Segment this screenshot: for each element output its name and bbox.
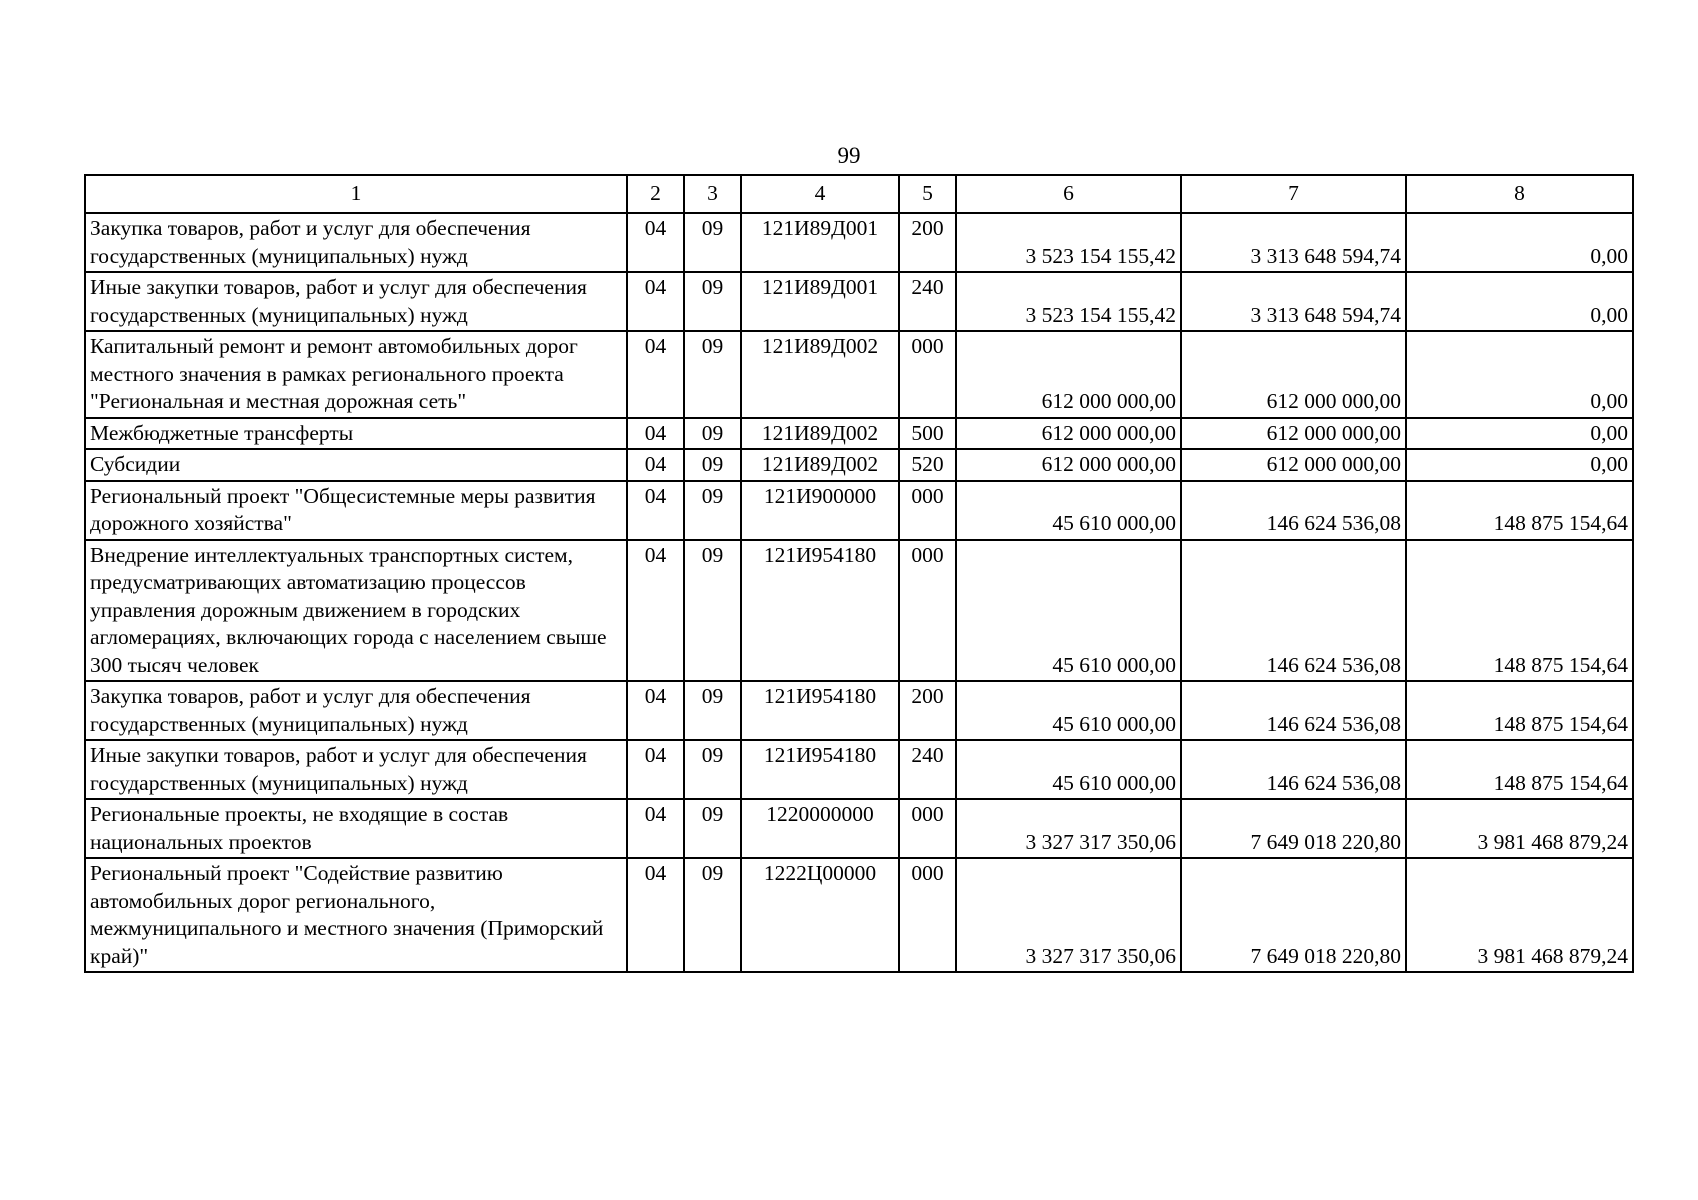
row-expense-type-code: 500: [899, 418, 956, 450]
row-expense-type-code: 000: [899, 481, 956, 540]
row-amount-col7: 3 313 648 594,74: [1181, 272, 1406, 331]
row-target-article-code: 121И89Д001: [741, 272, 899, 331]
table-row: [85, 481, 1633, 540]
column-header-4: 4: [741, 175, 899, 213]
row-subsection-code: 09: [684, 331, 741, 418]
row-name: Внедрение интеллектуальных транспортных систем, предусматривающих автоматизацию процессов управления дорожным движением в городских агломерациях, включающих города с населением свыше 300 тысяч человек: [85, 540, 627, 682]
row-name: Региональный проект "Общесистемные меры развития дорожного хозяйства": [85, 481, 627, 540]
table-row: [85, 213, 1633, 272]
table-row: [85, 858, 1633, 972]
row-section-code: 04: [627, 213, 684, 272]
row-amount-col8: 0,00: [1406, 272, 1633, 331]
row-expense-type-code: 000: [899, 858, 956, 972]
row-amount-col7: 146 624 536,08: [1181, 740, 1406, 799]
row-amount-col8: 3 981 468 879,24: [1406, 858, 1633, 972]
column-header-7: 7: [1181, 175, 1406, 213]
row-amount-col6: 3 327 317 350,06: [956, 858, 1181, 972]
column-header-1: 1: [85, 175, 627, 213]
table-row: [85, 272, 1633, 331]
row-subsection-code: 09: [684, 272, 741, 331]
row-amount-col8: 3 981 468 879,24: [1406, 799, 1633, 858]
row-name: Капитальный ремонт и ремонт автомобильных дорог местного значения в рамках регионального проекта "Региональная и местная дорожная сеть": [85, 331, 627, 418]
row-expense-type-code: 240: [899, 740, 956, 799]
row-name: Межбюджетные трансферты: [85, 418, 627, 450]
row-amount-col8: 0,00: [1406, 449, 1633, 481]
column-header-3: 3: [684, 175, 741, 213]
row-section-code: 04: [627, 449, 684, 481]
row-expense-type-code: 200: [899, 213, 956, 272]
table-row: [85, 799, 1633, 858]
row-amount-col7: 146 624 536,08: [1181, 540, 1406, 682]
row-amount-col8: 148 875 154,64: [1406, 740, 1633, 799]
row-amount-col8: 148 875 154,64: [1406, 681, 1633, 740]
row-section-code: 04: [627, 272, 684, 331]
row-amount-col7: 612 000 000,00: [1181, 331, 1406, 418]
row-amount-col7: 3 313 648 594,74: [1181, 213, 1406, 272]
row-amount-col6: 3 523 154 155,42: [956, 272, 1181, 331]
table-body: [85, 213, 1633, 972]
row-name: Иные закупки товаров, работ и услуг для обеспечения государственных (муниципальных) нужд: [85, 740, 627, 799]
row-name: Закупка товаров, работ и услуг для обеспечения государственных (муниципальных) нужд: [85, 213, 627, 272]
row-subsection-code: 09: [684, 481, 741, 540]
row-amount-col7: 612 000 000,00: [1181, 449, 1406, 481]
row-name: Региональный проект "Содействие развитию автомобильных дорог регионального, межмуниципального и местного значения (Приморский край)": [85, 858, 627, 972]
row-amount-col6: 3 523 154 155,42: [956, 213, 1181, 272]
row-expense-type-code: 000: [899, 331, 956, 418]
row-target-article-code: 1220000000: [741, 799, 899, 858]
table-row: [85, 418, 1633, 450]
row-expense-type-code: 000: [899, 540, 956, 682]
row-section-code: 04: [627, 540, 684, 682]
row-target-article-code: 121И954180: [741, 740, 899, 799]
row-subsection-code: 09: [684, 418, 741, 450]
row-section-code: 04: [627, 681, 684, 740]
header-row: [85, 175, 1633, 213]
row-subsection-code: 09: [684, 213, 741, 272]
row-section-code: 04: [627, 799, 684, 858]
page-number: 99: [837, 143, 861, 168]
row-amount-col6: 612 000 000,00: [956, 449, 1181, 481]
row-name: Закупка товаров, работ и услуг для обеспечения государственных (муниципальных) нужд: [85, 681, 627, 740]
row-section-code: 04: [627, 740, 684, 799]
row-target-article-code: 121И954180: [741, 540, 899, 682]
row-amount-col8: 148 875 154,64: [1406, 481, 1633, 540]
row-expense-type-code: 240: [899, 272, 956, 331]
row-name: Иные закупки товаров, работ и услуг для обеспечения государственных (муниципальных) нужд: [85, 272, 627, 331]
budget-table: [84, 174, 1634, 973]
row-amount-col8: 0,00: [1406, 331, 1633, 418]
row-amount-col7: 612 000 000,00: [1181, 418, 1406, 450]
row-amount-col7: 146 624 536,08: [1181, 681, 1406, 740]
row-name: Субсидии: [85, 449, 627, 481]
row-name: Региональные проекты, не входящие в состав национальных проектов: [85, 799, 627, 858]
row-target-article-code: 121И89Д001: [741, 213, 899, 272]
table-row: [85, 331, 1633, 418]
row-amount-col8: 0,00: [1406, 418, 1633, 450]
row-expense-type-code: 000: [899, 799, 956, 858]
row-target-article-code: 121И89Д002: [741, 331, 899, 418]
row-amount-col8: 0,00: [1406, 213, 1633, 272]
row-amount-col6: 612 000 000,00: [956, 418, 1181, 450]
row-section-code: 04: [627, 418, 684, 450]
column-header-5: 5: [899, 175, 956, 213]
row-amount-col7: 7 649 018 220,80: [1181, 799, 1406, 858]
row-subsection-code: 09: [684, 858, 741, 972]
row-target-article-code: 121И89Д002: [741, 449, 899, 481]
row-amount-col7: 146 624 536,08: [1181, 481, 1406, 540]
row-subsection-code: 09: [684, 540, 741, 682]
row-amount-col6: 45 610 000,00: [956, 481, 1181, 540]
row-expense-type-code: 200: [899, 681, 956, 740]
row-target-article-code: 1222Ц00000: [741, 858, 899, 972]
table-row: [85, 540, 1633, 682]
row-target-article-code: 121И900000: [741, 481, 899, 540]
row-subsection-code: 09: [684, 799, 741, 858]
table-row: [85, 449, 1633, 481]
row-section-code: 04: [627, 858, 684, 972]
table-row: [85, 740, 1633, 799]
row-target-article-code: 121И954180: [741, 681, 899, 740]
table-row: [85, 681, 1633, 740]
row-amount-col6: 45 610 000,00: [956, 681, 1181, 740]
row-section-code: 04: [627, 481, 684, 540]
row-target-article-code: 121И89Д002: [741, 418, 899, 450]
row-section-code: 04: [627, 331, 684, 418]
row-subsection-code: 09: [684, 740, 741, 799]
column-header-6: 6: [956, 175, 1181, 213]
row-amount-col6: 3 327 317 350,06: [956, 799, 1181, 858]
row-amount-col6: 45 610 000,00: [956, 540, 1181, 682]
row-amount-col6: 45 610 000,00: [956, 740, 1181, 799]
column-header-2: 2: [627, 175, 684, 213]
row-subsection-code: 09: [684, 681, 741, 740]
column-header-8: 8: [1406, 175, 1633, 213]
row-amount-col8: 148 875 154,64: [1406, 540, 1633, 682]
row-expense-type-code: 520: [899, 449, 956, 481]
row-amount-col6: 612 000 000,00: [956, 331, 1181, 418]
row-amount-col7: 7 649 018 220,80: [1181, 858, 1406, 972]
row-subsection-code: 09: [684, 449, 741, 481]
